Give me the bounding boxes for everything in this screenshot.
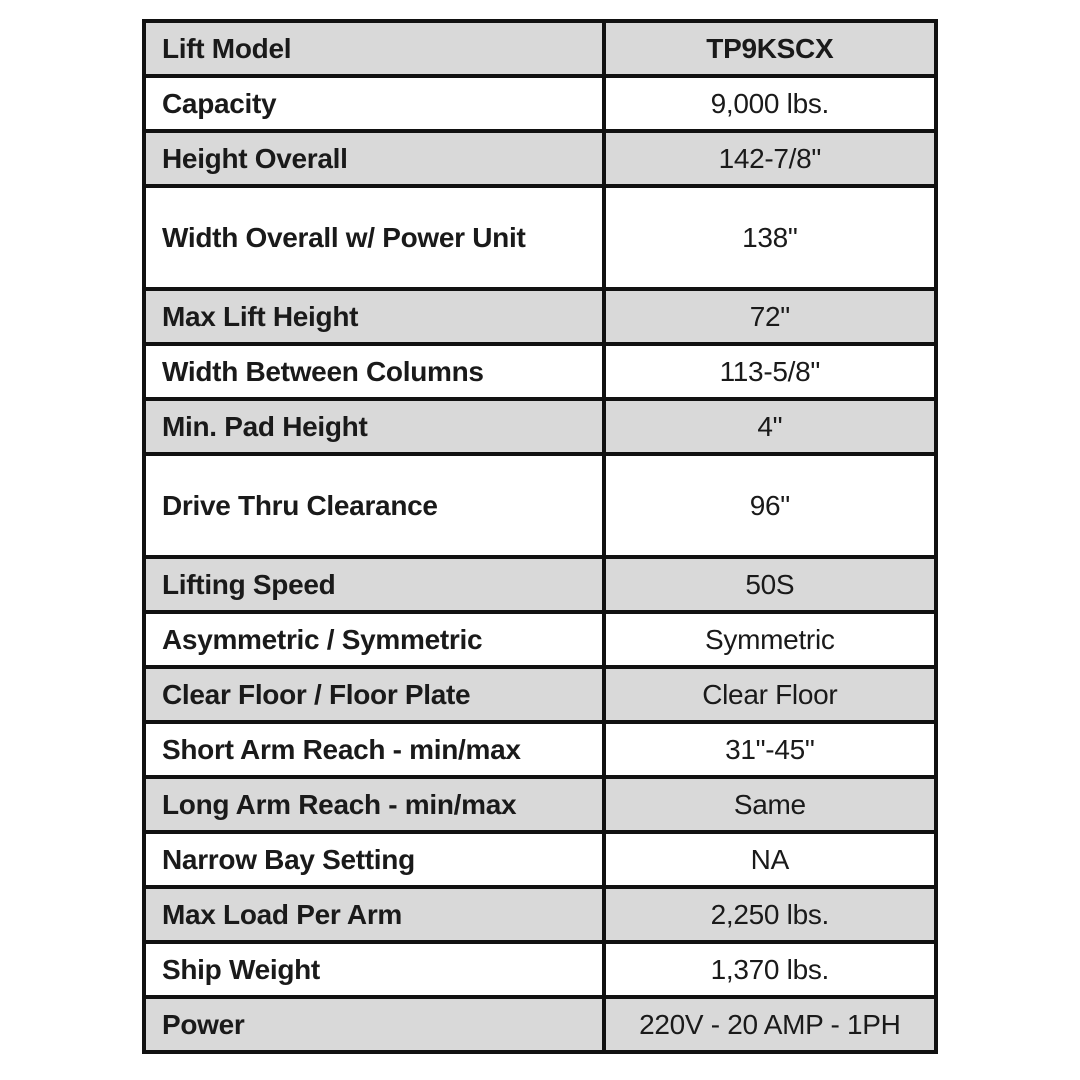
table-row [144,612,936,667]
table-row [144,832,936,887]
table-row [144,76,936,131]
spec-value: 9,000 lbs. [604,76,936,131]
spec-value: 142-7/8" [604,131,936,186]
spec-value: 1,370 lbs. [604,942,936,997]
spec-value: NA [604,832,936,887]
spec-label: Capacity [144,76,604,131]
spec-label: Power [144,997,604,1052]
spec-label: Asymmetric / Symmetric [144,612,604,667]
spec-value: 220V - 20 AMP - 1PH [604,997,936,1052]
spec-value: 113-5/8" [604,344,936,399]
table-row [144,454,936,557]
table-row [144,289,936,344]
spec-value: 31"-45" [604,722,936,777]
spec-value: 138" [604,186,936,289]
table-row [144,887,936,942]
spec-label: Narrow Bay Setting [144,832,604,887]
spec-label: Short Arm Reach - min/max [144,722,604,777]
spec-value: 96" [604,454,936,557]
table-row [144,997,936,1052]
table-row [144,344,936,399]
spec-value: 4" [604,399,936,454]
spec-value: 50S [604,557,936,612]
spec-value: Same [604,777,936,832]
table-row [144,186,936,289]
spec-label: Width Between Columns [144,344,604,399]
spec-label: Width Overall w/ Power Unit [144,186,604,289]
spec-value: Symmetric [604,612,936,667]
table-row [144,722,936,777]
lift-spec-table [142,19,938,1054]
spec-value: 2,250 lbs. [604,887,936,942]
table-row [144,777,936,832]
table-row [144,942,936,997]
spec-value: Clear Floor [604,667,936,722]
spec-label: Long Arm Reach - min/max [144,777,604,832]
table-row [144,557,936,612]
spec-label: Clear Floor / Floor Plate [144,667,604,722]
spec-label: Drive Thru Clearance [144,454,604,557]
table-row-lift-model [144,21,936,76]
spec-label: Height Overall [144,131,604,186]
spec-label: Max Lift Height [144,289,604,344]
spec-value: 72" [604,289,936,344]
table-row [144,131,936,186]
spec-label: Max Load Per Arm [144,887,604,942]
spec-label: Lifting Speed [144,557,604,612]
table-row [144,399,936,454]
table-row [144,667,936,722]
spec-value: TP9KSCX [604,21,936,76]
spec-label: Lift Model [144,21,604,76]
spec-label: Ship Weight [144,942,604,997]
spec-label: Min. Pad Height [144,399,604,454]
